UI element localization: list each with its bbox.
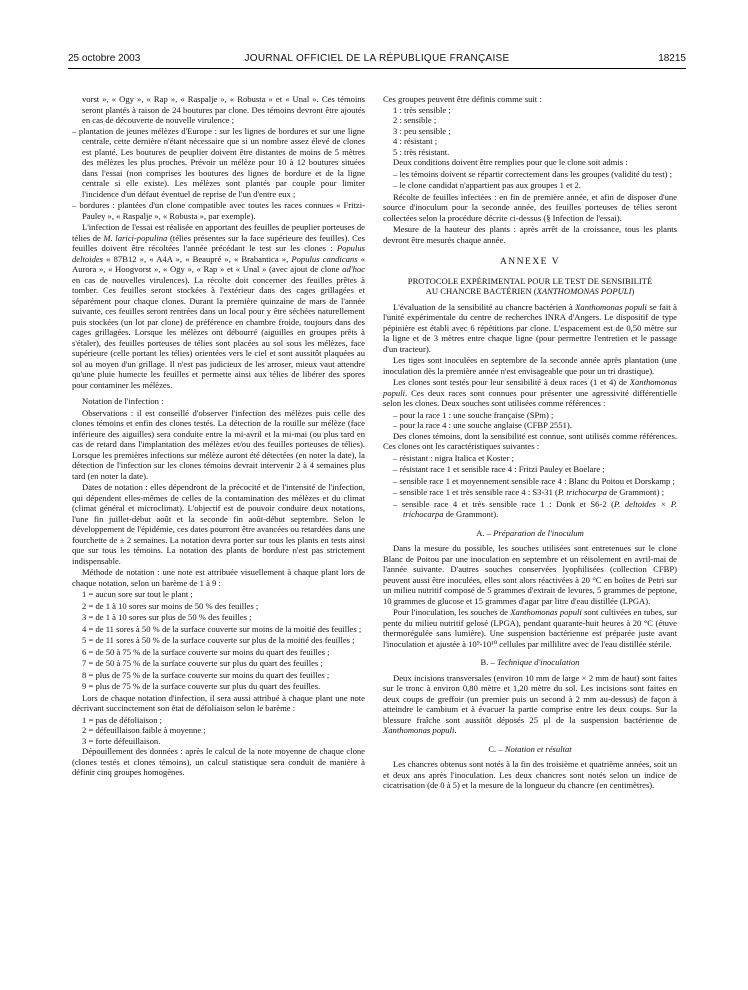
page-number: 18215 bbox=[658, 53, 686, 64]
list-item: – sensible race 1 et moyennement sensible race 4 : Blanc du Poitou et Dorskamp ; bbox=[393, 475, 675, 486]
list-item: 1 = aucun sore sur tout le plant ; bbox=[82, 589, 193, 599]
list-item: – résistant : nigra Italica et Koster ; bbox=[393, 452, 514, 463]
list-item: 3 = de 1 à 10 sores sur plus de 50 % des feuilles ; bbox=[82, 612, 252, 622]
list-item: – sensible race 4 et très sensible race 1 : Donk et S6-2 (P. deltoides × P. trichocarpa de Grammont). bbox=[393, 498, 677, 519]
list-item: – pour la race 4 : une souche anglaise (CFBP 2551). bbox=[393, 420, 572, 430]
paragraph-conditions: Deux conditions doivent être remplies pour que le clone soit admis : bbox=[393, 157, 628, 167]
defoliation-list bbox=[72, 715, 365, 747]
list-item: 1 = pas de défoliaison ; bbox=[82, 714, 163, 725]
list-item: 5 : très résistant. bbox=[393, 146, 450, 157]
list-item: 4 : résistant ; bbox=[393, 136, 438, 146]
list-item: – sensible race 1 et très sensible race 4 : S3-31 (P. trichocarpa de Grammont) ; bbox=[393, 487, 664, 497]
paragraph-recolte: Récolte de feuilles infectées : en fin de première année, et afin de disposer d'une source d'inoculum pour la seconde année, des feuilles porteuses de télies seront collectées selon la procédure décrite ci-dessus (§ Infection de l'essai). bbox=[383, 191, 677, 223]
paragraph-mesure-hauteur: Mesure de la hauteur des plants : après arrêt de la croissance, tous les plants devront être mesurés chaque année. bbox=[383, 224, 677, 245]
list-item: – le clone candidat n'appartient pas aux groupes 1 et 2. bbox=[393, 180, 581, 190]
list-item: 8 = plus de 75 % de la surface couverte sur moins du quart des feuilles ; bbox=[82, 669, 330, 680]
annex-title: ANNEXE V bbox=[499, 257, 561, 267]
list-item: 1 : très sensible ; bbox=[393, 104, 451, 115]
journal-title: JOURNAL OFFICIEL DE LA RÉPUBLIQUE FRANÇAISE bbox=[244, 53, 510, 64]
protocol-title: PROTOCOLE EXPÉRIMENTAL POUR LE TEST DE SENSIBILITÉ AU CHANCRE BACTÉRIEN (XANTHOMONAS POPULI) bbox=[407, 275, 653, 296]
paragraph-bordures: – bordures : plantées d'un clone compatible avec toutes les races connues « Fritzi-Pauley », « Raspalje », « Robusta », par exemple). bbox=[72, 200, 365, 221]
list-item: – les témoins doivent se répartir correctement dans les groupes (validité du test) ; bbox=[393, 168, 672, 179]
list-item: 2 : sensible ; bbox=[393, 115, 437, 125]
section-c-heading: C. – Notation et résultat bbox=[488, 743, 572, 754]
list-item: 2 = de 1 à 10 sores sur moins de 50 % des feuilles ; bbox=[82, 600, 259, 611]
paragraph-resultat: Les chancres obtenus sont notés à la fin des troisième et quatrième années, soit un et deux ans après l'inoculation. Les deux chancres sont notés selon un indice de cicatrisation (de 0 à 5) et la mesure de la longueur du chancre (en centimètres). bbox=[383, 759, 677, 790]
list-item: – pour la race 1 : une souche française (SPm) ; bbox=[393, 409, 554, 420]
list-item: – résistant race 1 et sensible race 4 : Fritzi Pauley et Boelare ; bbox=[393, 464, 605, 474]
paragraph-plantation-meleze: – plantation de jeunes mélèzes d'Europe : sur les lignes de bordures et sur une ligne centrale, cette dernière n'étant nécessaire que si un nombre assez élevé de clones est planté. Les boutures de peuplier doivent être distantes de moins de 5 mètres des mélèzes les plus proches. Prévoir un mélèze pour 10 à 12 boutures situées dans l'essai (non comprises les boutures des lignes de bordure et de la ligne centrale si elle existe). Les mélèzes sont plantés par couple pour limiter l'incidence d'un défaut éventuel de reprise de l'un d'entre eux ; bbox=[72, 125, 365, 199]
list-item: 2 = défeuillaison faible à moyenne ; bbox=[82, 725, 206, 735]
list-item: 4 = de 11 sores à 50 % de la surface couverte sur moins de la moitié des feuilles ; bbox=[82, 623, 362, 634]
paragraph-defoliaison: Lors de chaque notation d'infection, il sera aussi attribué à chaque plant une note décrivant succinctement son état de défoliaison selon le barème : bbox=[72, 692, 365, 713]
paragraph-groupes: Ces groupes peuvent être définis comme suit : bbox=[383, 94, 542, 104]
list-item: 5 = de 11 sores à 50 % de la surface couverte sur plus de la moitié des feuilles ; bbox=[82, 635, 355, 645]
paragraph-temoins-cont: vorst », « Ogy », « Rap », « Raspalje », « Robusta » et « Unal ». Ces témoins seront plantés à raison de 24 boutures par clone. Des témoins devront être ajoutés en cas de découverte de nouvelle virulence ; bbox=[82, 94, 365, 125]
list-item: 7 = de 50 à 75 % de la surface couverte sur plus du quart des feuilles ; bbox=[82, 658, 323, 668]
paragraph-evaluation: L'évaluation de la sensibilité au chancre bactérien à Xanthomonas populi se fait à l'unité expérimentale du centre de recherches INRA d'Angers. Le dispositif de type pépinière est établi avec 6 répétitions par clone. L'espacement est de 0,50 mètre sur la ligne et de 3 mètres entre chaque ligne (pour permettre l'entretien et le passage d'un tracteur). bbox=[383, 301, 677, 354]
page-header bbox=[68, 53, 686, 67]
paragraph-inoculation: Pour l'inoculation, les souches de Xanthomonas populi sont cultivées en tubes, sur pente du milieu nutritif gelosé (LPGA), pendant quarante-huit heures à 20 °C (étuve thermorégulée sans lumière). Une suspension bactérienne est préparée juste avant l'inoculation et ajustée à 10⁹-10¹⁰ cellules par millilitre avec de l'eau distillée stérile. bbox=[383, 607, 677, 649]
right-column bbox=[383, 94, 677, 792]
paragraph-clones-temoins: Des clones témoins, dont la sensibilité est connue, sont utilisés comme références. Ces clones ont les caractéristiques suivantes : bbox=[383, 430, 677, 451]
paragraph-dates-notation: Dates de notation : elles dépendront de la précocité et de l'intensité de l'infection, qui dépendent elles-mêmes de celles de la contamination des mélèzes et du climat (climat général et microclimat). L'objectif est de pouvoir conduire deux notations, l'une fin juillet-début août et la seconde fin août-début septembre. Selon le développement de l'épidémie, ces dates pourront être avancées ou retardées dans une fourchette de ± 2 semaines. La notation devra porter sur tous les plants en tests ainsi que sur tous les témoins. La notation des plants de bordure n'est pas strictement indispensable. bbox=[72, 482, 365, 566]
paragraph-clones-testes: Les clones sont testés pour leur sensibilité à deux races (1 et 4) de Xanthomonas populi. Ces deux races sont connues pour présenter une agressivité différentielle selon les clones. Deux souches sont utilisées comme références : bbox=[383, 377, 677, 408]
paragraph-infection-essai: L'infection de l'essai est réalisée en apportant des feuilles de peuplier porteuses de télies de M. larici-populina (télies présentes sur la face supérieure des feuilles). Ces feuilles doivent être récoltées l'année précédant le test sur les clones : Populus deltoides « 87B12 », « A4A », « Beaupré », « Brabantica », Populus candicans « Aurora », « Hoogvorst », « Ogy », « Rap » et « Unal » (avec ajout de clone ad'hoc en cas de nouvelles virulences). La récolte doit concerner des feuilles prêtes à tomber. Ces feuilles seront stockées à l'extérieur dans des cages grillagées et séparément pour chaque clones. Durant la première quinzaine de mars de l'année suivante, ces feuilles seront rentrées dans un local pour y être séchées naturellement puis stockées (un lot par clone) de préférence en chambre froide, toujours dans des cages grillagées. Lorsque les mélèzes ont débourré (aiguilles en groupes prêts à s'étaler), des feuilles porteuses de télies sont placées au sol sous les mélèzes, face supérieure (celle portant les télies) orientées vers le ciel et sont aussitôt plaquées au sol au moyen d'un grillage. Il n'est pas judicieux de les arroser, mieux vaut attendre qu'une pluie humecte les feuilles et permette ainsi aux télies de libérer des spores pour contaminer les mélèzes. bbox=[72, 222, 366, 390]
list-item: 6 = de 50 à 75 % de la surface couverte sur moins du quart des feuilles ; bbox=[82, 646, 330, 657]
paragraph-methode-notation: Méthode de notation : une note est attribuée visuellement à chaque plant lors de chaque notation, selon un barème de 1 à 9 : bbox=[72, 567, 365, 588]
scale-list bbox=[72, 589, 365, 692]
left-column bbox=[72, 94, 365, 779]
list-item: 9 = plus de 75 % de la surface couverte sur plus du quart des feuilles. bbox=[82, 681, 321, 691]
list-item: 3 : peu sensible ; bbox=[393, 125, 451, 136]
groups-list bbox=[383, 105, 677, 158]
paragraph-technique: Deux incisions transversales (environ 10 mm de large × 2 mm de haut) sont faites sur le tronc à environ 0,80 mètre et 1,20 mètre du sol. Les incisions sont faites en deux coups de greffoir (un premier puis un second à 2 mm au-dessus) de façon à atteindre le cambium et à évacuer la partie comprise entre les deux coups. Sur la blessure fraîche sont aussitôt déposés 25 µl de la suspension bactérienne de Xanthomonas populi. bbox=[383, 672, 677, 735]
header-rule bbox=[68, 68, 686, 69]
list-item: 3 = forte défeuillaison. bbox=[82, 735, 161, 746]
paragraph-tiges: Les tiges sont inoculées en septembre de la seconde année après plantation (une inoculation dès la première année n'est envisageable que pour un tri drastique). bbox=[383, 355, 677, 376]
paragraph-depouillement: Dépouillement des données : après le calcul de la note moyenne de chaque clone (clones testés et clones témoins), un calcul statistique sera conduit de manière à définir cinq groupes homogènes. bbox=[72, 746, 365, 777]
paragraph-observations: Observations : il est conseillé d'observer l'infection des mélèzes puis celle des clones témoins et enfin des clones testés. La détection de la rouille sur mélèze (face inférieure des aiguilles) sera conduite entre la mi-avril et la mi-mai (ou plus tard en cas de retard dans l'implantation des mélèzes et/ou des feuilles porteuses de télies). Lorsque les premières infections sur mélèze auront été détectées (en noter la date), la détection de l'infection sur les clones témoins devrait intervenir 2 à 4 semaines plus tard (en noter la date). bbox=[72, 407, 365, 481]
issue-date: 25 octobre 2003 bbox=[68, 53, 141, 64]
section-b-heading: B. – Technique d'inoculation bbox=[480, 657, 580, 667]
paragraph-preparation: Dans la mesure du possible, les souches utilisées sont entretenues sur le clone Blanc de Poitou par une inoculation en septembre et un réisolement en avril-mai de l'année suivante. D'autres souches conservées lyophilisées (collection CFBP) peuvent aussi être inoculées, elles sont alors réactivées à 20 °C en boîtes de Petri sur un milieu nutritif composé de 5 grammes d'extrait de levures, 5 grammes de peptone, 10 grammes de glucose et 15 grammes d'agar par litre d'eau distillée (LPGA). bbox=[383, 543, 677, 606]
section-a-heading: A. – Préparation de l'inoculum bbox=[476, 527, 584, 538]
heading-notation: Notation de l'infection : bbox=[82, 396, 164, 406]
